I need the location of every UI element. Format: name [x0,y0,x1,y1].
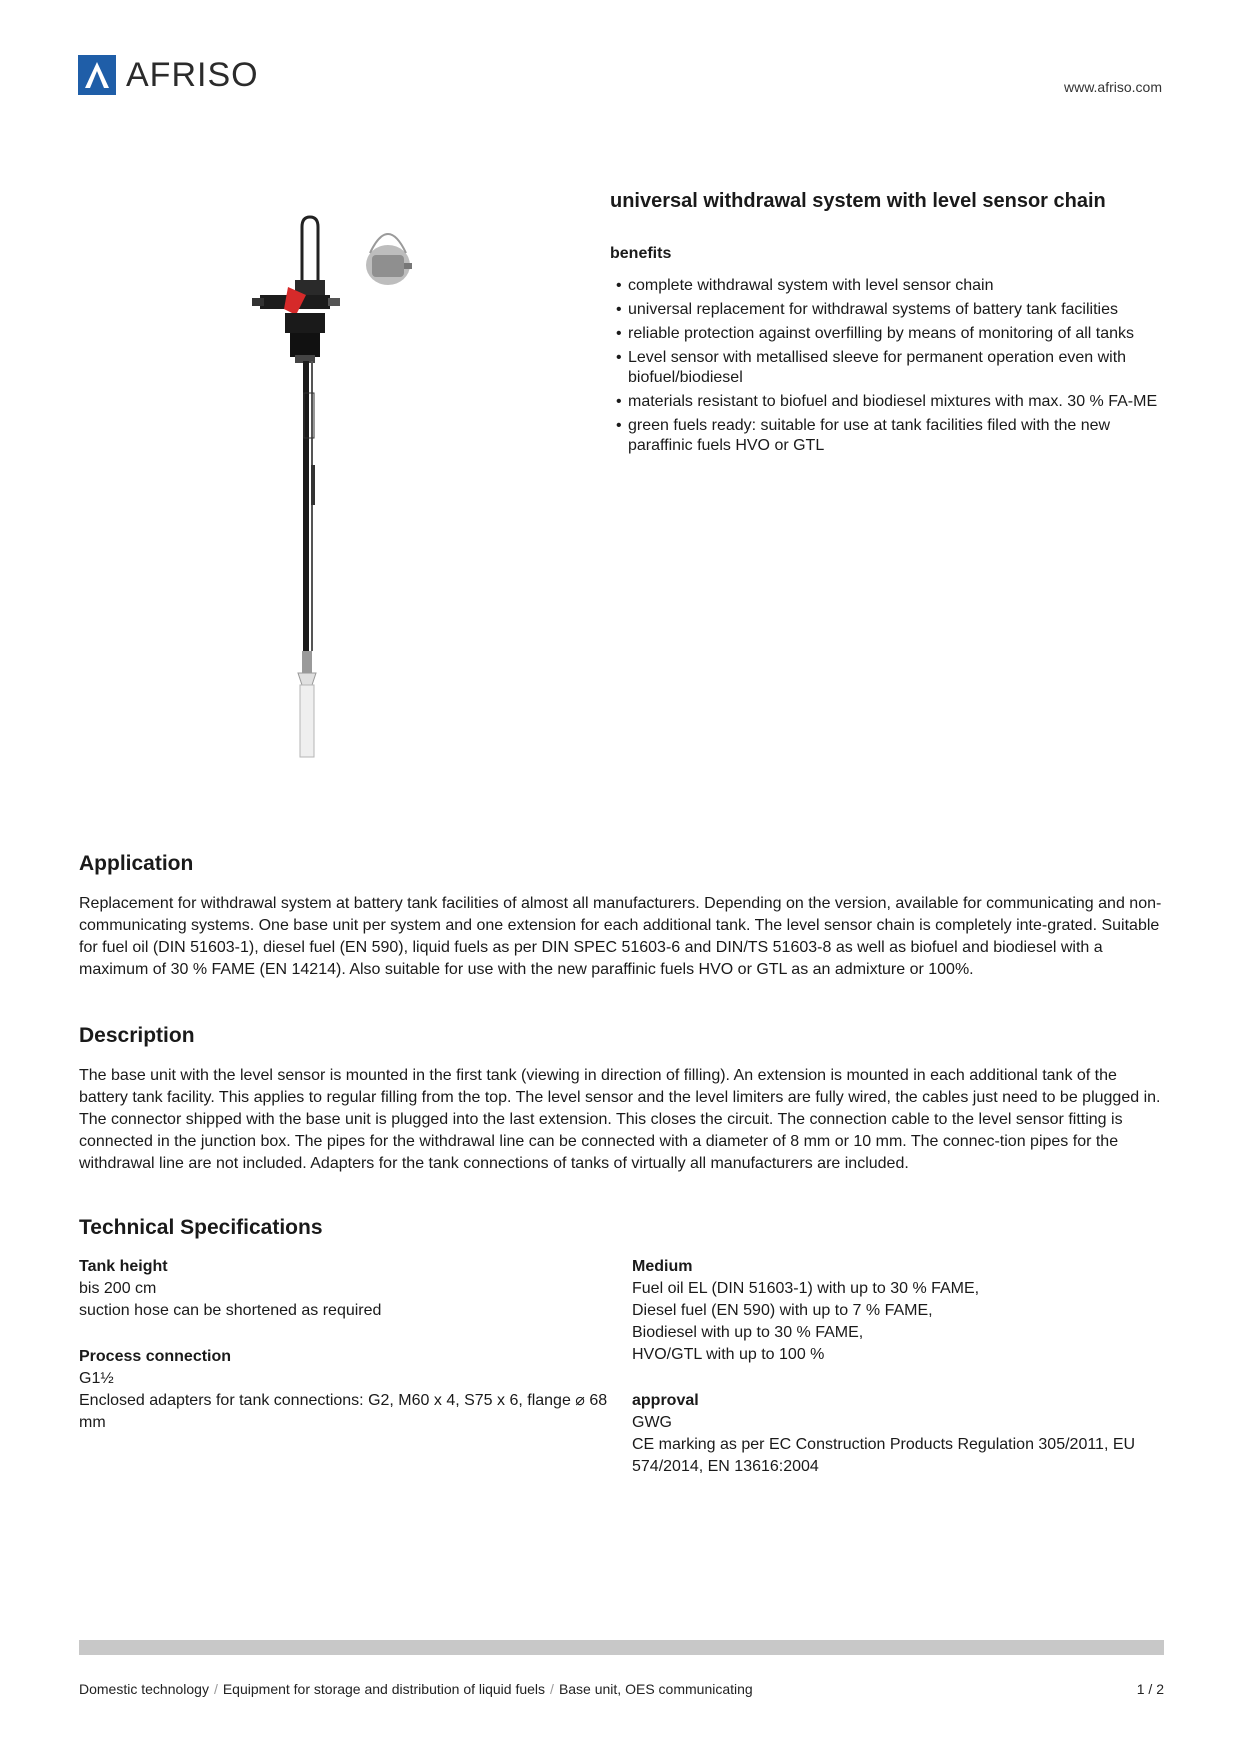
spec-approval [632,1390,1172,1478]
benefit-item: • universal replacement for withdrawal systems of battery tank facilities [610,300,1170,320]
benefits-list [610,276,1170,460]
brand-name: AFRISO [126,55,259,94]
page-number: 1 / 2 [1136,1681,1164,1697]
benefit-item: • Level sensor with metallised sleeve for permanent operation even with biofuel/biodiesel [610,348,1170,388]
breadcrumb-separator: / [213,1681,218,1697]
description-heading: Description [79,1024,195,1047]
benefit-item: • green fuels ready: suitable for use at tank facilities filed with the new paraffinic fuels HVO or GTL [610,416,1170,456]
spec-value: bis 200 cm [79,1280,157,1297]
breadcrumb-item[interactable]: Domestic technology [79,1681,209,1697]
spec-value: Diesel fuel (EN 590) with up to 7 % FAME, [632,1302,933,1319]
spec-medium [632,1256,1172,1366]
spec-label: approval [632,1392,699,1409]
spec-value: GWG [632,1414,672,1431]
specs-heading: Technical Specifications [79,1216,323,1239]
benefit-item: • complete withdrawal system with level sensor chain [610,276,1170,296]
breadcrumb-item[interactable]: Base unit, OES communicating [558,1681,753,1697]
application-text: Replacement for withdrawal system at battery tank facilities of almost all manufacturers. Depending on the version, available for communicating and non-communicating systems. One base unit per system and one extension for each additional tank. The level sensor chain is completely inte-grated. Suitable for fuel oil (DIN 51603-1), diesel fuel (EN 590), liquid fuels as per DIN SPEC 51603-6 and DIN/TS 51603-8 as well as biofuel and biodiesel with a maximum of 30 % FAME (EN 14214). Also suitable for use with the new paraffinic fuels HVO or GTL as an admixture or 100%. [79,895,1162,978]
specs-left-column [79,1256,619,1458]
benefit-item: • reliable protection against overfilling by means of monitoring of all tanks [610,324,1170,344]
spec-value: Fuel oil EL (DIN 51603-1) with up to 30 % FAME, [632,1280,980,1297]
benefit-item: • materials resistant to biofuel and biodiesel mixtures with max. 30 % FA-ME [610,392,1170,412]
description-text: The base unit with the level sensor is mounted in the first tank (viewing in direction of filling). An extension is mounted in each additional tank of the battery tank facility. This applies to regular filling from the top. The level sensor and the level limiters are fully wired, the cables just need to be plugged in. The connector shipped with the base unit is plugged into the last extension. This closes the circuit. The connection cable to the level sensor fitting is connected in the junction box. The pipes for the withdrawal line can be connected with a diameter of 8 mm or 10 mm. The connec-tion pipes for the withdrawal line are not included. Adapters for the tank connections of tanks of virtually all manufacturers are included. [79,1067,1161,1172]
application-heading: Application [79,852,194,875]
spec-value: CE marking as per EC Construction Products Regulation 305/2011, EU 574/2014, EN 13616:2004 [632,1436,1136,1475]
spec-label: Tank height [79,1258,168,1275]
spec-value: Biodiesel with up to 30 % FAME, [632,1324,864,1341]
spec-tank-height [79,1256,619,1322]
spec-label: Medium [632,1258,693,1275]
breadcrumb-separator: / [550,1681,554,1697]
footer-divider-bar [79,1640,1164,1655]
benefits-heading: benefits [610,245,672,262]
specs-right-column [632,1256,1172,1502]
spec-value: G1½ [79,1370,114,1387]
spec-value: Enclosed adapters for tank connections: G2, M60 x 4, S75 x 6, flange ⌀ 68 mm [79,1392,608,1431]
website-link[interactable]: www.afriso.com [1063,79,1162,95]
breadcrumb-item[interactable]: Equipment for storage and distribution of liquid fuels [222,1681,546,1697]
product-title: universal withdrawal system with level sensor chain [610,190,1106,212]
breadcrumb [79,1681,753,1697]
brand-logo [78,55,259,95]
spec-process-connection [79,1346,619,1434]
spec-label: Process connection [79,1348,232,1365]
spec-value: HVO/GTL with up to 100 % [632,1346,825,1363]
product-image [240,215,430,775]
triangle-a-logo-icon [78,55,116,95]
spec-value: suction hose can be shortened as required [79,1302,382,1319]
